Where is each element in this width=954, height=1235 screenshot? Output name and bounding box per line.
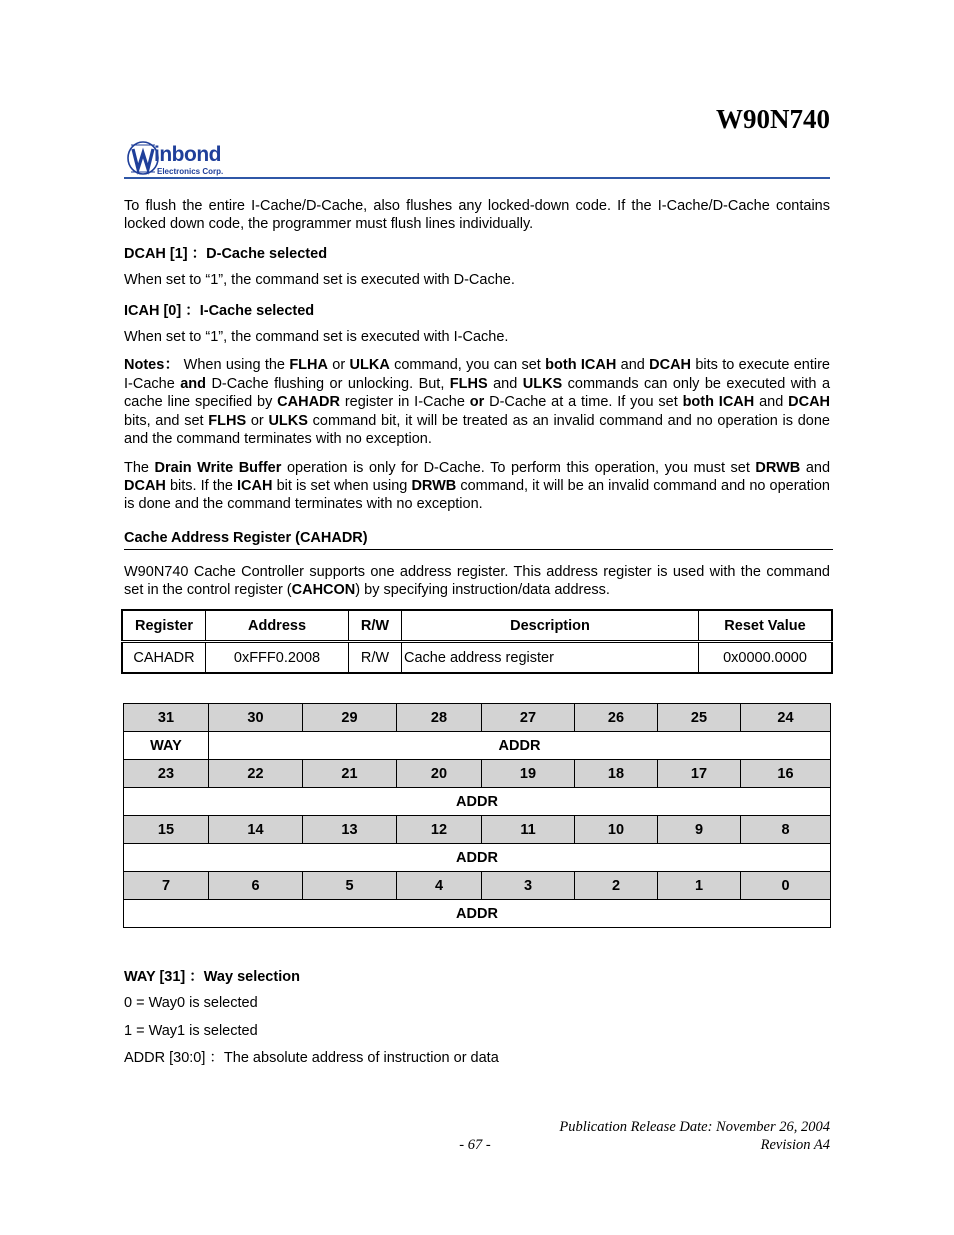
- header-rule: [124, 177, 830, 179]
- drain-paragraph: The Drain Write Buffer operation is only for D-Cache. To perform this operation, you must set DRWB and DCAH bits. If the ICAH bit is set when using DRWB command, it will be an invalid command and no operation is done and the command terminates with no exception.: [124, 460, 831, 512]
- footer-page-number: - 67 -: [459, 1137, 491, 1153]
- way-heading: WAY [31] ：Way selection: [124, 969, 300, 985]
- flush-paragraph: To flush the entire I-Cache/D-Cache, also flushes any locked-down code. If the I-Cache/D-Cache contains locked down code, the programmer must flush lines individually.: [124, 198, 830, 232]
- bit-number: 10: [575, 816, 658, 844]
- bit-number: 0: [741, 872, 831, 900]
- bit-field-row: [124, 788, 831, 816]
- bit-number: 13: [303, 816, 397, 844]
- bit-number: 25: [658, 704, 741, 732]
- notes-paragraph: Notes： When using the FLHA or ULKA command, you can set both ICAH and DCAH bits to execute entire I-Cache and D-Cache flushing or unlocking. But, FLHS and ULKS commands can only be executed with a cache line specified by CAHADR register in I-Cache or D-Cache at a time. If you set both ICAH and DCAH bits, and set FLHS or ULKS command bit, it will be treated as an invalid command and no operation is done and the command terminates with no exception.: [124, 357, 831, 448]
- header-register: Register: [122, 610, 206, 642]
- bit-number: 29: [303, 704, 397, 732]
- bit-number-row: [124, 704, 831, 732]
- bit-number: 12: [397, 816, 482, 844]
- bit-number: 8: [741, 816, 831, 844]
- bit-number: 23: [124, 760, 209, 788]
- way-line-0: 0 = Way0 is selected: [124, 995, 258, 1011]
- bit-field-row: [124, 732, 831, 760]
- register-table-header: [122, 610, 832, 642]
- icah-text: When set to “1”, the command set is executed with I-Cache.: [124, 329, 509, 345]
- register-paragraph: W90N740 Cache Controller supports one address register. This address register is used with the command set in the control register (CAHCON) by specifying instruction/data address.: [124, 564, 830, 598]
- bit-number: 3: [482, 872, 575, 900]
- field-way: WAY: [124, 732, 209, 760]
- bit-number: 26: [575, 704, 658, 732]
- bit-number: 28: [397, 704, 482, 732]
- bit-number: 9: [658, 816, 741, 844]
- bit-number: 31: [124, 704, 209, 732]
- footer-release-date: Publication Release Date: November 26, 2004: [559, 1119, 830, 1135]
- logo-wordmark: inbond: [154, 143, 221, 166]
- bit-field-table: [123, 703, 831, 928]
- bit-number: 30: [209, 704, 303, 732]
- bit-field-row: [124, 844, 831, 872]
- bit-number: 17: [658, 760, 741, 788]
- field-addr: ADDR: [209, 732, 831, 760]
- bit-number: 1: [658, 872, 741, 900]
- header-reset-value: Reset Value: [699, 610, 833, 642]
- bit-field-row: [124, 900, 831, 928]
- bit-number: 2: [575, 872, 658, 900]
- bit-number: 20: [397, 760, 482, 788]
- bit-number: 7: [124, 872, 209, 900]
- bit-number: 6: [209, 872, 303, 900]
- cell-rw: R/W: [349, 642, 402, 674]
- bit-number: 27: [482, 704, 575, 732]
- bit-number: 11: [482, 816, 575, 844]
- table-row: [122, 642, 832, 674]
- bit-number: 5: [303, 872, 397, 900]
- bit-number: 18: [575, 760, 658, 788]
- winbond-logo: [126, 139, 256, 179]
- bit-number: 15: [124, 816, 209, 844]
- header-description: Description: [402, 610, 699, 642]
- header-rw: R/W: [349, 610, 402, 642]
- bit-number: 16: [741, 760, 831, 788]
- register-table: [121, 609, 833, 674]
- dcah-heading: DCAH [1] ：D-Cache selected: [124, 246, 328, 262]
- cell-register: CAHADR: [122, 642, 206, 674]
- cell-description: Cache address register: [402, 642, 699, 674]
- cell-address: 0xFFF0.2008: [206, 642, 349, 674]
- bit-number: 4: [397, 872, 482, 900]
- bit-number: 19: [482, 760, 575, 788]
- bit-number: 22: [209, 760, 303, 788]
- header-address: Address: [206, 610, 349, 642]
- bit-number-row: [124, 816, 831, 844]
- icah-heading: ICAH [0] ：I-Cache selected: [124, 303, 315, 319]
- addr-description: ADDR [30:0] ：The absolute address of instruction or data: [124, 1050, 499, 1066]
- logo-subtitle: Electronics Corp.: [157, 167, 224, 176]
- bit-number-row: [124, 872, 831, 900]
- footer-revision: Revision A4: [760, 1137, 830, 1153]
- field-addr: ADDR: [124, 900, 831, 928]
- document-title: W90N740: [716, 104, 830, 134]
- way-line-1: 1 = Way1 is selected: [124, 1023, 258, 1039]
- bit-number-row: [124, 760, 831, 788]
- field-addr: ADDR: [124, 844, 831, 872]
- cell-reset-value: 0x0000.0000: [699, 642, 833, 674]
- bit-number: 24: [741, 704, 831, 732]
- field-addr: ADDR: [124, 788, 831, 816]
- bit-number: 21: [303, 760, 397, 788]
- dcah-text: When set to “1”, the command set is executed with D-Cache.: [124, 272, 515, 288]
- section-heading: Cache Address Register (CAHADR): [124, 530, 833, 550]
- bit-number: 14: [209, 816, 303, 844]
